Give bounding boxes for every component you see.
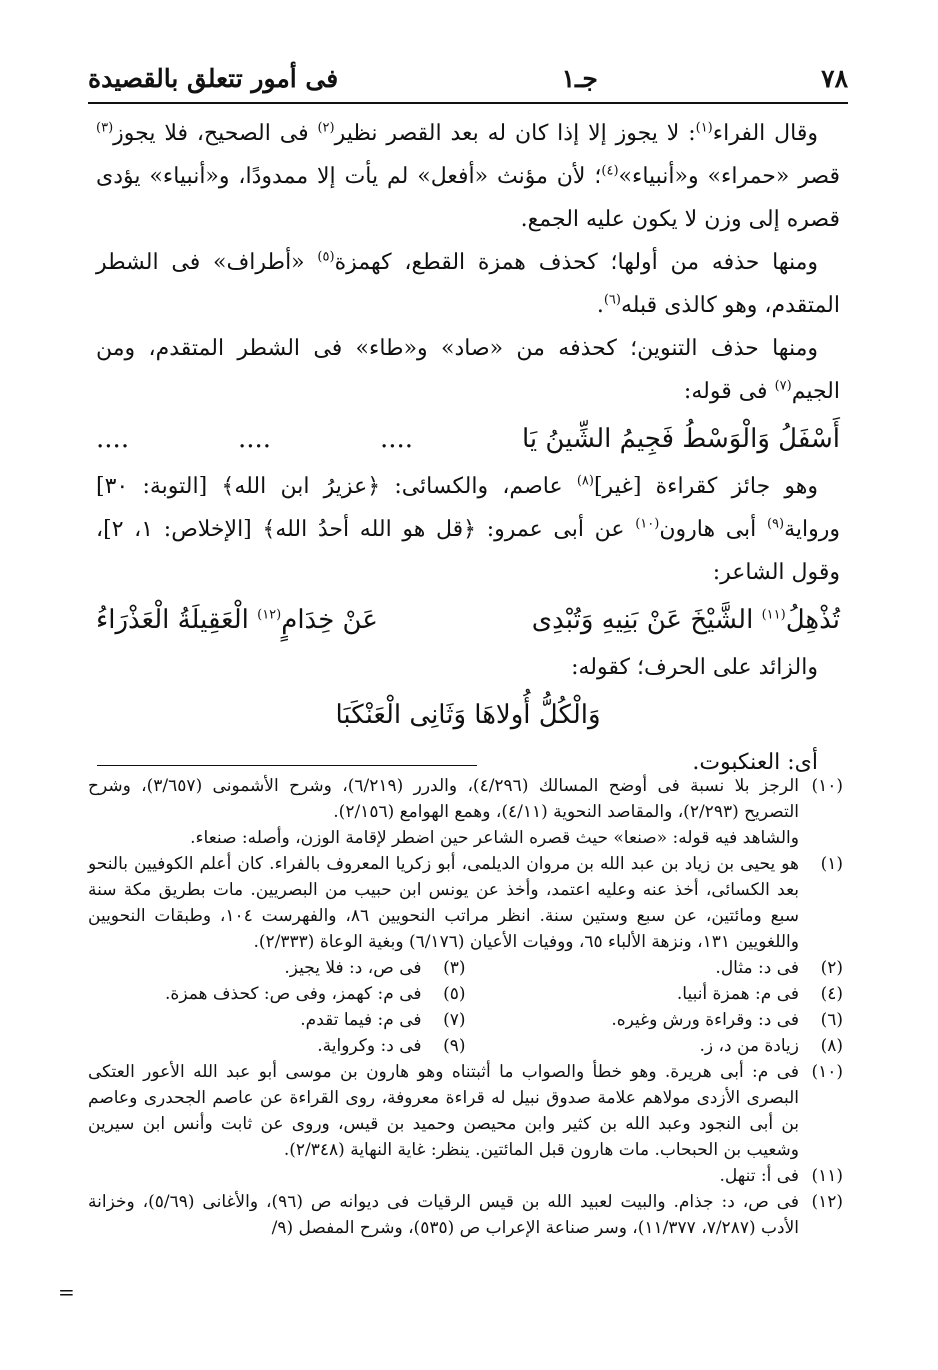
footnote-number: (١) (820, 854, 843, 874)
footnote-ref[interactable]: (١٠) (635, 516, 660, 532)
footnote-number: (٨) (820, 1036, 843, 1056)
verse-line (96, 594, 840, 646)
verse-line (96, 413, 840, 465)
footnote-text: زيادة من د، ز. (699, 1036, 799, 1056)
verse-hemistich (532, 599, 840, 642)
footnote-pair (88, 981, 843, 1007)
footnote (88, 851, 843, 955)
footnote-number: (١٢) (811, 1192, 843, 1212)
running-title: فى أمور تتعلق بالقصيدة (88, 63, 339, 93)
footnote-number: (١٠) (811, 1062, 843, 1082)
footnote-text: فى م: كهمز، وفى ص: كحذف همزة. (165, 984, 422, 1004)
text: وهو جائز كقراءة [غير] (593, 474, 818, 499)
text: تُذْهِلُ (785, 604, 840, 635)
verse-hemistich (96, 599, 378, 642)
footnote (88, 773, 843, 825)
text: أبى هارون (659, 517, 767, 542)
footnote-number: (٥) (443, 984, 466, 1004)
running-head (88, 58, 848, 98)
footnote-ref[interactable]: (٤) (601, 163, 619, 179)
footnote-text: هو يحيى بن زياد بن عبد الله بن مروان الديلمى، أبو زكريا المعروف بالفراء. كان أعلم الكوفيين بالنحو بعد الكسائى، أخذ عنه وعليه اعتمد، وأخذ عن يونس ابن حبيب من البصريين. مات بطريق مكة سنة سبع ومائتين، عن سبع وستين سنة. انظر مراتب النحويين ٨٦، والفهرست ١٠٤، وطبقات النحويين واللغويين ١٣١، ونزهة الألباء ٦٥، ووفيات الأعيان (٦/١٧٦) وبغية الوعاة (٢/٣٣٣). (88, 854, 799, 952)
footnote-text: فى د: وقراءة ورش وغيره. (611, 1010, 799, 1030)
footnote-pair (88, 1033, 843, 1059)
footnote-ref[interactable]: (٣) (96, 120, 114, 136)
header-rule (88, 102, 848, 104)
footnote-text: الرجز بلا نسبة فى أوضح المسالك (٤/٢٩٦)، والدرر (٦/٢١٩)، وشرح الأشمونى (٣/٦٥٧)، وشرح التصريح (٢/٢٩٣)، والمقاصد النحوية (٤/١١)، وهمع الهوامع (٢/١٥٦). (88, 776, 800, 822)
ellipsis: .... (96, 423, 130, 454)
paragraph (96, 112, 840, 241)
footnote-text: فى ص، د: فلا يجيز. (284, 958, 422, 978)
footnote-text: والشاهد فيه قوله: «صنعا» حيث قصره الشاعر حين اضطر لإقامة الوزن، وأصله: صنعاء. (190, 828, 799, 848)
text: عَنْ خِدَامٍ (281, 604, 378, 635)
footnote-ref[interactable]: (٩) (766, 516, 785, 532)
footnote-text: فى م: أبى هريرة. وهو خطأ والصواب ما أثبتناه وهو هارون بن موسى أبو عبد الله الأعور العتكى البصرى الأزدى مولاهم علامة صدوق نبيل له قراءة معروفة، روى القراءة عن عاصم الجحدرى وعاصم بن أبى النجود وعبد الله بن كثير وابن محيصن وحميد بن قيس، وروى عن ثابت وأنس ابن سيرين وشعيب بن الحبحاب. مات هارون قبل المائتين. ينظر: غاية النهاية (٢/٣٤٨). (88, 1062, 799, 1160)
footnote-ref[interactable]: (٧) (774, 378, 792, 394)
paragraph: والزائد على الحرف؛ كقوله: (571, 655, 818, 680)
verse-hemistich: وَالْكُلُّ أُولاهَا وَثَانِى الْعَنْكَبَا (335, 699, 601, 730)
footnote-number: (٦) (820, 1010, 843, 1030)
text: : لا يجوز إلا إذا كان له بعد القصر نظير (334, 121, 696, 146)
footnote-text: فى ص، د: جذام. والبيت لعبيد الله بن قيس الرقيات فى ديوانه ص (٩٦)، والأغانى (٥/٦٩)، وخزانة الأدب (٧/٢٨٧، ١١/٣٧٧)، وسر صناعة الإعراب ص (٥٣٥)، وشرح المفصل (٩/ (88, 1192, 799, 1238)
text: ؛ لأن مؤنث «أفعل» لم يأت إلا ممدودًا، و«أنبياء» يؤدى قصره إلى وزن لا يكون عليه الجمع. (96, 164, 840, 232)
footnote (88, 825, 843, 851)
text: الشَّيْخَ عَنْ بَنِيهِ وَتُبْدِى (531, 604, 762, 635)
footnote-ref[interactable]: (٥) (317, 249, 335, 265)
footnote (88, 1163, 843, 1189)
text: ومنها حذفه من أولها؛ كحذف همزة القطع، كهمزة (334, 250, 818, 275)
footnote-number: (١١) (811, 1166, 843, 1186)
volume-label: جـ١ (561, 63, 598, 93)
footnote-ref[interactable]: (١) (695, 120, 713, 136)
footnote-pair (88, 1007, 843, 1033)
continuation-mark: = (58, 1280, 75, 1304)
text: قصر «حمراء» و«أنبياء» (618, 164, 840, 189)
footnote-number: (٣) (443, 958, 466, 978)
main-text (96, 112, 840, 784)
text: الْعَقِيلَةُ الْعَذْرَاءُ (96, 604, 258, 635)
ellipsis: .... (238, 423, 272, 454)
text: فى الصحيح، فلا يجوز (113, 121, 318, 146)
footnote-number: (٤) (820, 984, 843, 1004)
footnote-number: (١٠) (811, 776, 843, 796)
footnote-number: (٢) (820, 958, 843, 978)
verse-hemistich: أَسْفَلُ وَالْوَسْطُ فَجِيمُ الشِّينُ يَا (521, 423, 840, 454)
footnote-ref[interactable]: (٨) (576, 473, 594, 489)
footnote (88, 1189, 843, 1241)
footnote-ref[interactable]: (١١) (761, 606, 786, 622)
footnote-pair (88, 955, 843, 981)
footnote (88, 1059, 843, 1163)
page-number: ٧٨ (821, 63, 848, 93)
footnote-text: فى أ: تنهل. (719, 1166, 799, 1186)
footnote-number: (٧) (443, 1010, 466, 1030)
footnote-ref[interactable]: (٦) (603, 292, 621, 308)
text: ومنها حذف التنوين؛ كحذفه من «صاد» و«طاء» فى الشطر المتقدم، ومن الجيم (96, 336, 840, 404)
paragraph (96, 465, 840, 594)
footnote-ref[interactable]: (٢) (317, 120, 335, 136)
paragraph (96, 241, 840, 327)
footnote-rule (97, 765, 477, 766)
footnote-text: فى م: فيما تقدم. (300, 1010, 422, 1030)
text: فى قوله: (683, 379, 775, 404)
text: «أطراف» فى الشطر المتقدم، وهو كالذى قبله (96, 250, 840, 318)
ellipsis: .... (380, 423, 414, 454)
footnote-text: فى د: وكرواية. (317, 1036, 422, 1056)
paragraph: أى: العنكبوت. (692, 750, 818, 775)
footnote-number: (٩) (443, 1036, 466, 1056)
text: وقال الفراء (712, 121, 818, 146)
footnote-text: فى م: همزة أنبيا. (676, 984, 799, 1004)
verse-line (96, 689, 840, 741)
footnote-ref[interactable]: (١٢) (257, 606, 282, 622)
text: . (596, 293, 604, 318)
footnotes (88, 773, 843, 1241)
paragraph (96, 327, 840, 413)
text: عن أبى عمرو: ﴿قل هو الله أحدُ الله﴾ [الإخلاص: ١، ٢]، وقول الشاعر: (96, 517, 840, 585)
footnote-text: فى د: مثال. (715, 958, 799, 978)
text: عاصم، والكسائى: ﴿عزيرُ ابن الله﴾ [التوبة: ٣٠] ورواية (96, 474, 841, 542)
